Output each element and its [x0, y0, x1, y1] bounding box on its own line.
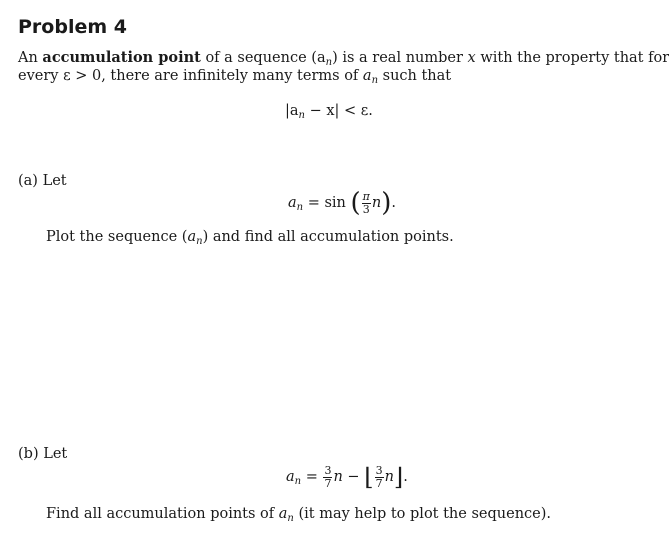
- part-a-instruction: Plot the sequence $(a_n)$ and find all accumulation points.: [46, 229, 454, 247]
- pi-over-3-fraction: $\frac{\pi}{3}$: [362, 189, 370, 216]
- sequence-symbol: $(a_n)$: [311, 50, 338, 68]
- intro-text: such that: [378, 68, 452, 84]
- intro-text: , there are infinitely many terms of: [101, 68, 363, 84]
- part-b-label: (b) Let: [18, 446, 68, 462]
- part-a-label: (a) Let: [18, 173, 67, 189]
- problem-title: Problem 4: [18, 16, 127, 38]
- three-sevenths-fraction: $\frac{3}{7}$: [324, 463, 332, 490]
- intro-text: of a sequence: [200, 50, 312, 66]
- three-sevenths-fraction: $\frac{3}{7}$: [375, 463, 383, 490]
- intro-text: An: [18, 50, 43, 66]
- part-b-formula: $a_n$ = $\frac{3}{7}$ n − ⌊ $\frac{3}{7}$ n⌋.: [286, 463, 408, 491]
- intro-text: every: [18, 68, 64, 84]
- epsilon-condition: ε > 0: [63, 68, 102, 84]
- part-b-instruction: Find all accumulation points of $a_n$ (it may help to plot the sequence).: [46, 506, 551, 524]
- intro-text: is a real number: [337, 50, 468, 66]
- accumulation-point-term: accumulation point: [42, 49, 201, 66]
- a-n-term: $a_n$: [187, 229, 203, 247]
- intro-text: with the property that for: [475, 50, 669, 66]
- part-a-formula: $a_n = \sin$ ( $\frac{\pi}{3}$ n).: [288, 188, 397, 218]
- intro-line-1: [18, 49, 669, 66]
- a-n-term: $a_n$: [278, 506, 294, 524]
- intro-line-2: [18, 68, 451, 84]
- a-n-term: $a_n$: [362, 68, 379, 86]
- display-formula: $|a_n - x| < \varepsilon$.: [285, 103, 373, 121]
- x-variable: x: [467, 50, 476, 66]
